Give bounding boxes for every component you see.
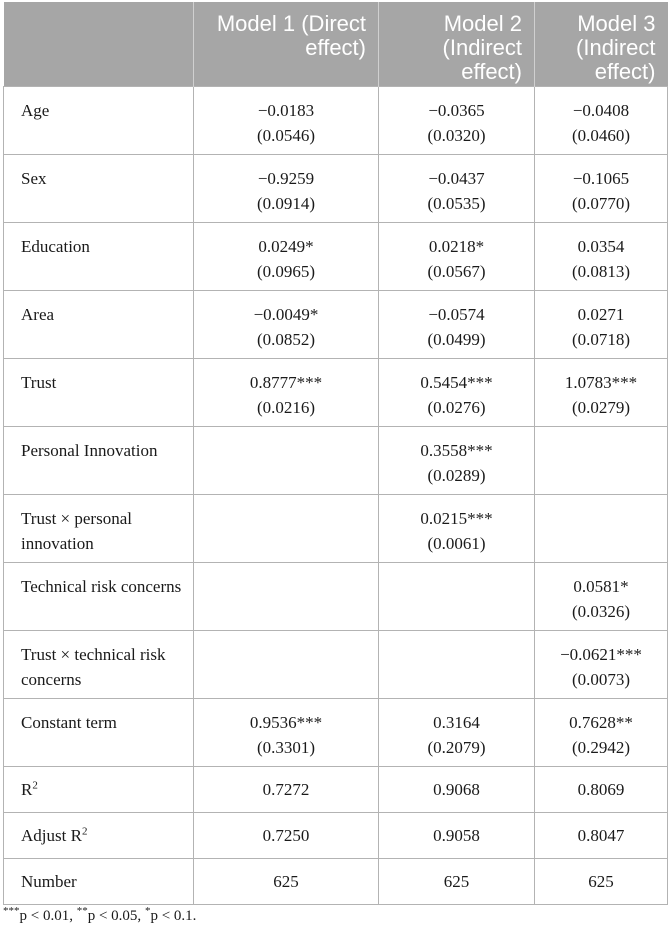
coefficient-cell — [535, 222, 668, 290]
row-label: Education — [4, 222, 194, 290]
header-model-2: Model 2 (Indirect effect) — [379, 2, 535, 86]
coefficient-value: −0.0408 — [572, 100, 630, 120]
coefficient-cell — [194, 358, 379, 426]
stat-value: 0.8069 — [535, 766, 668, 812]
coefficient-value: 1.0783*** — [564, 372, 638, 392]
row-label: Trust — [4, 358, 194, 426]
standard-error-value: (0.0535) — [427, 193, 486, 213]
table-row — [4, 290, 668, 358]
stat-row — [4, 766, 668, 812]
coefficient-cell — [535, 426, 668, 494]
stat-value: 0.8047 — [535, 812, 668, 858]
stat-label-text: R — [21, 779, 33, 799]
stat-label-text: Number — [21, 871, 77, 891]
standard-error-value: (0.0320) — [427, 125, 486, 145]
stat-label — [4, 858, 194, 904]
coefficient-cell — [379, 426, 535, 494]
coefficient-value: −0.9259 — [257, 168, 315, 188]
coefficient-value: 0.7628** — [569, 712, 633, 732]
coefficient-cell — [535, 562, 668, 630]
footnote-mark-1: *** — [3, 905, 20, 917]
table-header-row — [4, 2, 668, 86]
row-label: Area — [4, 290, 194, 358]
header-model-3: Model 3 (Indirect effect) — [535, 2, 668, 86]
coefficient-cell — [535, 86, 668, 154]
coefficient-cell — [194, 426, 379, 494]
coefficient-value: 0.5454*** — [420, 372, 493, 392]
standard-error-value: (0.0567) — [427, 261, 486, 281]
coefficient-cell — [379, 358, 535, 426]
header-model-1: Model 1 (Direct effect) — [194, 2, 379, 86]
standard-error-value: (0.0965) — [256, 261, 316, 281]
standard-error-value: (0.0499) — [427, 329, 486, 349]
stat-value: 0.7272 — [194, 766, 379, 812]
coefficient-cell — [535, 290, 668, 358]
stat-value: 625 — [535, 858, 668, 904]
stat-row — [4, 858, 668, 904]
table-row — [4, 494, 668, 562]
coefficient-cell — [379, 630, 535, 698]
row-label: Age — [4, 86, 194, 154]
coefficient-cell — [194, 630, 379, 698]
coefficient-cell — [194, 698, 379, 766]
coefficient-value: 0.3558*** — [420, 440, 493, 460]
coefficient-value: −0.0049* — [253, 304, 319, 324]
standard-error-value: (0.0289) — [427, 465, 486, 485]
coefficient-cell — [535, 698, 668, 766]
coefficient-cell — [194, 494, 379, 562]
coefficient-cell — [194, 222, 379, 290]
coefficient-cell — [379, 698, 535, 766]
stat-value: 625 — [379, 858, 535, 904]
standard-error-value: (0.0718) — [571, 329, 631, 349]
table-row — [4, 562, 668, 630]
table-row — [4, 358, 668, 426]
coefficient-cell — [194, 86, 379, 154]
table-row — [4, 426, 668, 494]
coefficient-value: 0.0354 — [577, 236, 625, 256]
footnote-mark-2: ** — [76, 905, 88, 917]
standard-error-value: (0.0276) — [427, 397, 486, 417]
stat-label — [4, 766, 194, 812]
standard-error-value: (0.0216) — [256, 397, 316, 417]
coefficient-value: −0.0574 — [428, 304, 485, 324]
stat-value: 0.9068 — [379, 766, 535, 812]
standard-error-value: (0.0546) — [256, 125, 316, 145]
footnote-text-3: p < 0.1. — [150, 908, 197, 924]
coefficient-cell — [535, 494, 668, 562]
coefficient-value: −0.1065 — [572, 168, 630, 188]
standard-error-value: (0.0279) — [571, 397, 631, 417]
table-row — [4, 698, 668, 766]
header-blank — [4, 2, 194, 86]
footnote-text-2: p < 0.05, — [87, 908, 145, 924]
coefficient-value: −0.0621*** — [560, 644, 642, 664]
coefficient-value: 0.3164 — [433, 712, 480, 732]
coefficient-value: 0.0581* — [573, 576, 629, 596]
coefficient-cell — [379, 494, 535, 562]
coefficient-cell — [535, 154, 668, 222]
standard-error-value: (0.0813) — [571, 261, 631, 281]
coefficient-value: 0.0218* — [428, 236, 485, 256]
coefficient-value: 0.0271 — [577, 304, 625, 324]
significance-footnote — [3, 906, 196, 926]
coefficient-cell — [379, 290, 535, 358]
coefficient-value: 0.0215*** — [420, 508, 493, 528]
coefficient-cell — [535, 358, 668, 426]
coefficient-value: −0.0183 — [257, 100, 315, 120]
row-label: Constant term — [4, 698, 194, 766]
standard-error-value: (0.0073) — [571, 669, 631, 689]
coefficient-cell — [535, 630, 668, 698]
coefficient-value: −0.0437 — [428, 168, 485, 188]
coefficient-value: −0.0365 — [428, 100, 485, 120]
standard-error-value: (0.0770) — [571, 193, 631, 213]
standard-error-value: (0.2079) — [427, 737, 486, 757]
coefficient-cell — [194, 562, 379, 630]
table-body — [4, 86, 668, 904]
standard-error-value: (0.0852) — [256, 329, 316, 349]
stat-value: 0.9058 — [379, 812, 535, 858]
table-row — [4, 154, 668, 222]
stat-row — [4, 812, 668, 858]
stat-value: 0.7250 — [194, 812, 379, 858]
row-label: Trust × personal innovation — [4, 494, 194, 562]
standard-error-value: (0.0061) — [427, 533, 486, 553]
coefficient-cell — [194, 154, 379, 222]
coefficient-cell — [379, 562, 535, 630]
footnote-text-1: p < 0.01, — [19, 908, 77, 924]
stat-value: 625 — [194, 858, 379, 904]
coefficient-value: 0.0249* — [258, 236, 314, 256]
coefficient-value: 0.9536*** — [249, 712, 323, 732]
standard-error-value: (0.0460) — [571, 125, 631, 145]
coefficient-cell — [379, 154, 535, 222]
standard-error-value: (0.3301) — [256, 737, 316, 757]
coefficient-cell — [194, 290, 379, 358]
row-label: Trust × technical risk concerns — [4, 630, 194, 698]
row-label: Technical risk concerns — [4, 562, 194, 630]
standard-error-value: (0.0914) — [256, 193, 316, 213]
row-label: Personal Innovation — [4, 426, 194, 494]
stat-label-superscript: 2 — [32, 778, 38, 791]
footnote-mark-3: * — [144, 905, 151, 917]
standard-error-value: (0.2942) — [571, 737, 631, 757]
stat-label-superscript: 2 — [81, 824, 88, 837]
row-label: Sex — [4, 154, 194, 222]
table-row — [4, 222, 668, 290]
coefficient-cell — [379, 86, 535, 154]
coefficient-cell — [379, 222, 535, 290]
standard-error-value: (0.0326) — [571, 601, 631, 621]
regression-table — [3, 2, 668, 905]
stat-label — [4, 812, 194, 858]
coefficient-value: 0.8777*** — [249, 372, 323, 392]
table-row — [4, 630, 668, 698]
table-row — [4, 86, 668, 154]
stat-label-text: Adjust R — [21, 825, 82, 845]
